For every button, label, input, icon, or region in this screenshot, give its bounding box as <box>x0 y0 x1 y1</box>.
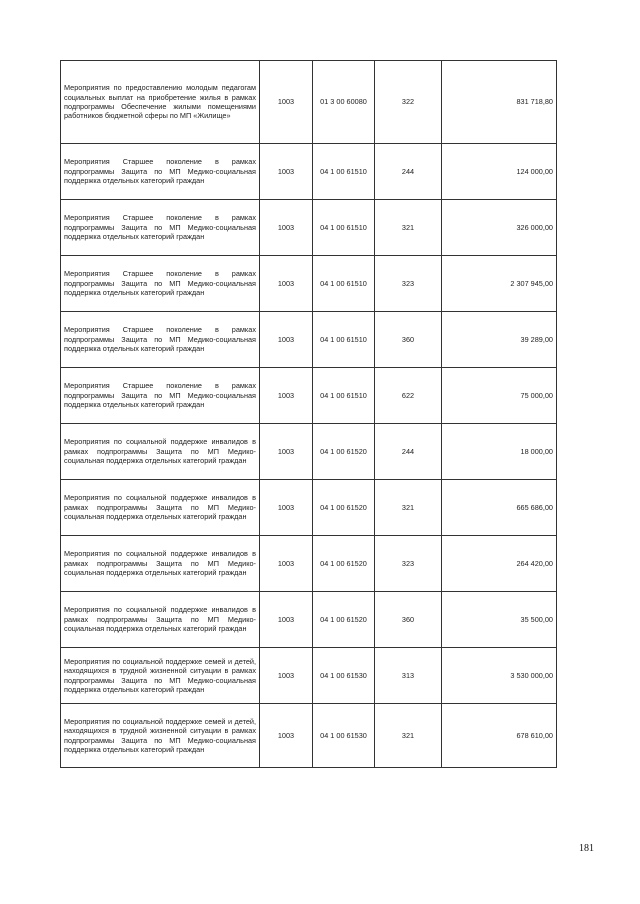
amount-cell: 2 307 945,00 <box>442 256 557 312</box>
expense-type-cell: 323 <box>375 536 442 592</box>
target-code-cell: 04 1 00 61510 <box>313 256 375 312</box>
description-cell: Мероприятия по социальной поддержке инвалидов в рамках подпрограммы Защита по МП Медико-социальная поддержка отдельных категорий граждан <box>61 480 260 536</box>
table-row <box>61 368 557 424</box>
amount-cell: 665 686,00 <box>442 480 557 536</box>
expense-type-cell: 622 <box>375 368 442 424</box>
expense-type-cell: 360 <box>375 312 442 368</box>
table-row <box>61 592 557 648</box>
table-row <box>61 256 557 312</box>
expense-type-cell: 321 <box>375 704 442 768</box>
amount-cell: 18 000,00 <box>442 424 557 480</box>
target-code-cell: 01 3 00 60080 <box>313 61 375 144</box>
target-code-cell: 04 1 00 61530 <box>313 648 375 704</box>
table-row <box>61 648 557 704</box>
expense-type-cell: 244 <box>375 144 442 200</box>
page-number: 181 <box>579 843 594 854</box>
description-cell: Мероприятия по социальной поддержке инвалидов в рамках подпрограммы Защита по МП Медико-социальная поддержка отдельных категорий граждан <box>61 424 260 480</box>
target-code-cell: 04 1 00 61510 <box>313 368 375 424</box>
description-cell: Мероприятия Старшее поколение в рамках подпрограммы Защита по МП Медико-социальная поддержка отдельных категорий граждан <box>61 368 260 424</box>
table-row <box>61 200 557 256</box>
description-cell: Мероприятия по социальной поддержке инвалидов в рамках подпрограммы Защита по МП Медико-социальная поддержка отдельных категорий граждан <box>61 536 260 592</box>
target-code-cell: 04 1 00 61510 <box>313 312 375 368</box>
amount-cell: 678 610,00 <box>442 704 557 768</box>
table-row <box>61 704 557 768</box>
description-cell: Мероприятия по предоставлению молодым педагогам социальных выплат на приобретение жилья в рамках подпрограммы Обеспечение жилыми помещениями работников бюджетной сферы по МП «Жилище» <box>61 61 260 144</box>
target-code-cell: 04 1 00 61520 <box>313 480 375 536</box>
section-code-cell: 1003 <box>260 536 313 592</box>
description-cell: Мероприятия по социальной поддержке семей и детей, находящихся в трудной жизненной ситуации в рамках подпрограммы Защита по МП Медико-социальная поддержка отдельных категорий граждан <box>61 648 260 704</box>
expense-type-cell: 313 <box>375 648 442 704</box>
description-cell: Мероприятия Старшее поколение в рамках подпрограммы Защита по МП Медико-социальная поддержка отдельных категорий граждан <box>61 256 260 312</box>
table-row <box>61 480 557 536</box>
table-row <box>61 144 557 200</box>
section-code-cell: 1003 <box>260 312 313 368</box>
expense-type-cell: 321 <box>375 200 442 256</box>
expense-type-cell: 244 <box>375 424 442 480</box>
target-code-cell: 04 1 00 61520 <box>313 424 375 480</box>
amount-cell: 264 420,00 <box>442 536 557 592</box>
section-code-cell: 1003 <box>260 200 313 256</box>
section-code-cell: 1003 <box>260 704 313 768</box>
section-code-cell: 1003 <box>260 424 313 480</box>
table-row <box>61 312 557 368</box>
table-body <box>61 61 557 768</box>
amount-cell: 326 000,00 <box>442 200 557 256</box>
table-row <box>61 536 557 592</box>
table-row <box>61 424 557 480</box>
target-code-cell: 04 1 00 61510 <box>313 144 375 200</box>
description-cell: Мероприятия по социальной поддержке семей и детей, находящихся в трудной жизненной ситуации в рамках подпрограммы Защита по МП Медико-социальная поддержка отдельных категорий граждан <box>61 704 260 768</box>
target-code-cell: 04 1 00 61530 <box>313 704 375 768</box>
amount-cell: 124 000,00 <box>442 144 557 200</box>
section-code-cell: 1003 <box>260 368 313 424</box>
target-code-cell: 04 1 00 61510 <box>313 200 375 256</box>
amount-cell: 75 000,00 <box>442 368 557 424</box>
section-code-cell: 1003 <box>260 144 313 200</box>
expense-type-cell: 321 <box>375 480 442 536</box>
section-code-cell: 1003 <box>260 592 313 648</box>
amount-cell: 3 530 000,00 <box>442 648 557 704</box>
description-cell: Мероприятия по социальной поддержке инвалидов в рамках подпрограммы Защита по МП Медико-социальная поддержка отдельных категорий граждан <box>61 592 260 648</box>
expense-type-cell: 360 <box>375 592 442 648</box>
description-cell: Мероприятия Старшее поколение в рамках подпрограммы Защита по МП Медико-социальная поддержка отдельных категорий граждан <box>61 312 260 368</box>
expense-type-cell: 322 <box>375 61 442 144</box>
table-row <box>61 61 557 144</box>
section-code-cell: 1003 <box>260 256 313 312</box>
amount-cell: 35 500,00 <box>442 592 557 648</box>
section-code-cell: 1003 <box>260 61 313 144</box>
description-cell: Мероприятия Старшее поколение в рамках подпрограммы Защита по МП Медико-социальная поддержка отдельных категорий граждан <box>61 144 260 200</box>
section-code-cell: 1003 <box>260 648 313 704</box>
target-code-cell: 04 1 00 61520 <box>313 536 375 592</box>
description-cell: Мероприятия Старшее поколение в рамках подпрограммы Защита по МП Медико-социальная поддержка отдельных категорий граждан <box>61 200 260 256</box>
expense-type-cell: 323 <box>375 256 442 312</box>
budget-table <box>60 60 557 768</box>
amount-cell: 39 289,00 <box>442 312 557 368</box>
target-code-cell: 04 1 00 61520 <box>313 592 375 648</box>
section-code-cell: 1003 <box>260 480 313 536</box>
amount-cell: 831 718,80 <box>442 61 557 144</box>
